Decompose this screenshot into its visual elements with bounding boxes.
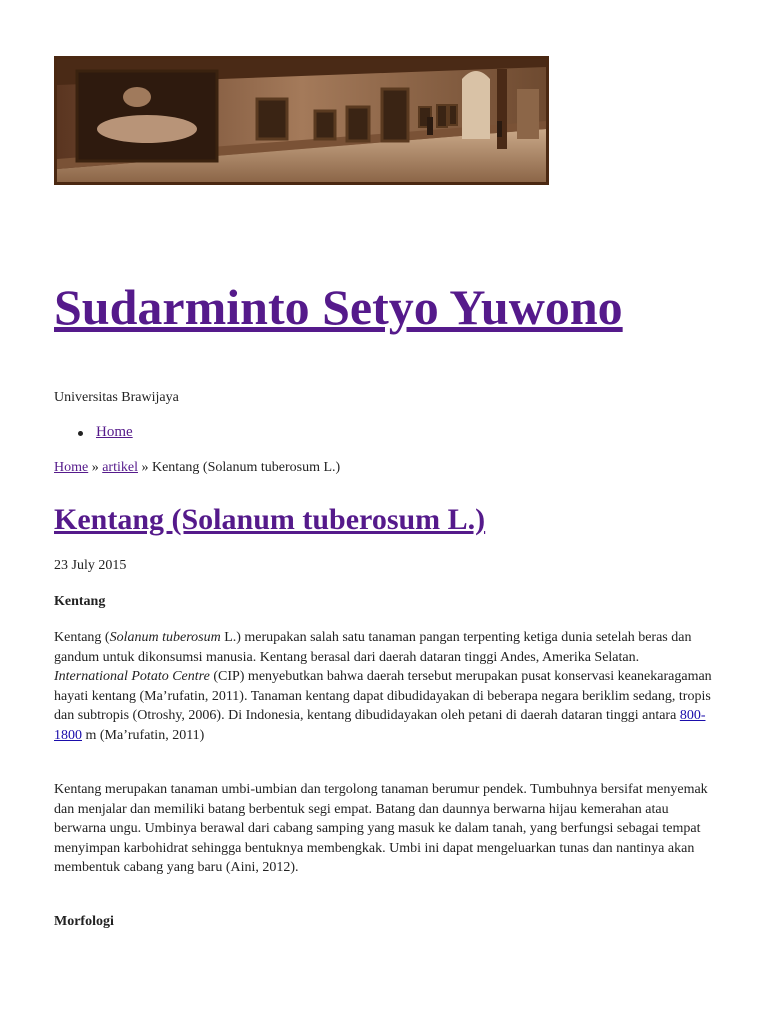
paragraph-intro	[54, 628, 714, 745]
site-title-link[interactable]: Sudarminto Setyo Yuwono	[54, 279, 623, 335]
site-description: Universitas Brawijaya	[54, 390, 179, 405]
breadcrumb-separator: »	[137, 460, 152, 475]
menu-link-home[interactable]: Home	[96, 424, 133, 440]
breadcrumb-separator: »	[88, 460, 103, 475]
post-title-link[interactable]: Kentang (Solanum tuberosum L.)	[54, 503, 486, 536]
species-name: Solanum tuberosum	[109, 630, 221, 645]
breadcrumb-current: Kentang (Solanum tuberosum L.)	[151, 460, 341, 475]
post-title	[54, 500, 485, 540]
organization-name: International Potato Centre	[54, 669, 210, 684]
post-date: 23 July 2015	[54, 558, 127, 573]
altitude-link[interactable]: 800-1800	[54, 708, 706, 743]
main-menu	[54, 424, 133, 441]
gallery-illustration	[57, 59, 546, 182]
text-run: L.) merupakan salah satu tanaman pangan terpenting ketiga dunia setelah beras dan gandum untuk dikonsumsi manusia. Kentang berasal dari daerah dataran tinggi Andes, Amerika Selatan.	[54, 630, 692, 665]
paragraph-description: Kentang merupakan tanaman umbi-umbian dan tergolong tanaman berumur pendek. Tumbuhnya bersifat menyemak dan menjalar dan memiliki batang berbentuk segi empat. Batang dan daunnya berwarna hijau kemerahan atau berwarna ungu. Umbinya berawal dari cabang samping yang masuk ke dalam tanah, yang berfungsi sebagai tempat menyimpan karbohidrat sehingga bentuknya membengkak. Umbi ini dapat mengeluarkan tunas dan nantinya akan membentuk cabang yang baru (Aini, 2012).	[54, 782, 708, 875]
text-run: m (Ma’rufatin, 2011)	[82, 727, 205, 743]
breadcrumb-home-link[interactable]: Home	[54, 460, 89, 475]
text-run: (CIP) menyebutkan bahwa daerah tersebut merupakan pusat konservasi keanekaragaman hayati kentang (Ma’rufatin, 2011). Tanaman kentang dapat dibudidayakan di beberapa negara beriklim sedang, tropis dan subtropis (Otroshy, 2006). Di Indonesia, kentang dibudidayakan oleh petani di daerah dataran tinggi antara	[54, 669, 712, 723]
text-run: Kentang (	[54, 630, 110, 645]
menu-item-home	[54, 424, 133, 441]
breadcrumb-category-link[interactable]: artikel	[102, 460, 138, 475]
section-heading-kentang: Kentang	[54, 594, 106, 609]
site-title	[54, 272, 623, 342]
section-heading-morfologi: Morfologi	[54, 914, 114, 929]
bullet-icon	[78, 431, 83, 436]
header-banner-image	[54, 56, 549, 185]
breadcrumb	[54, 460, 340, 476]
